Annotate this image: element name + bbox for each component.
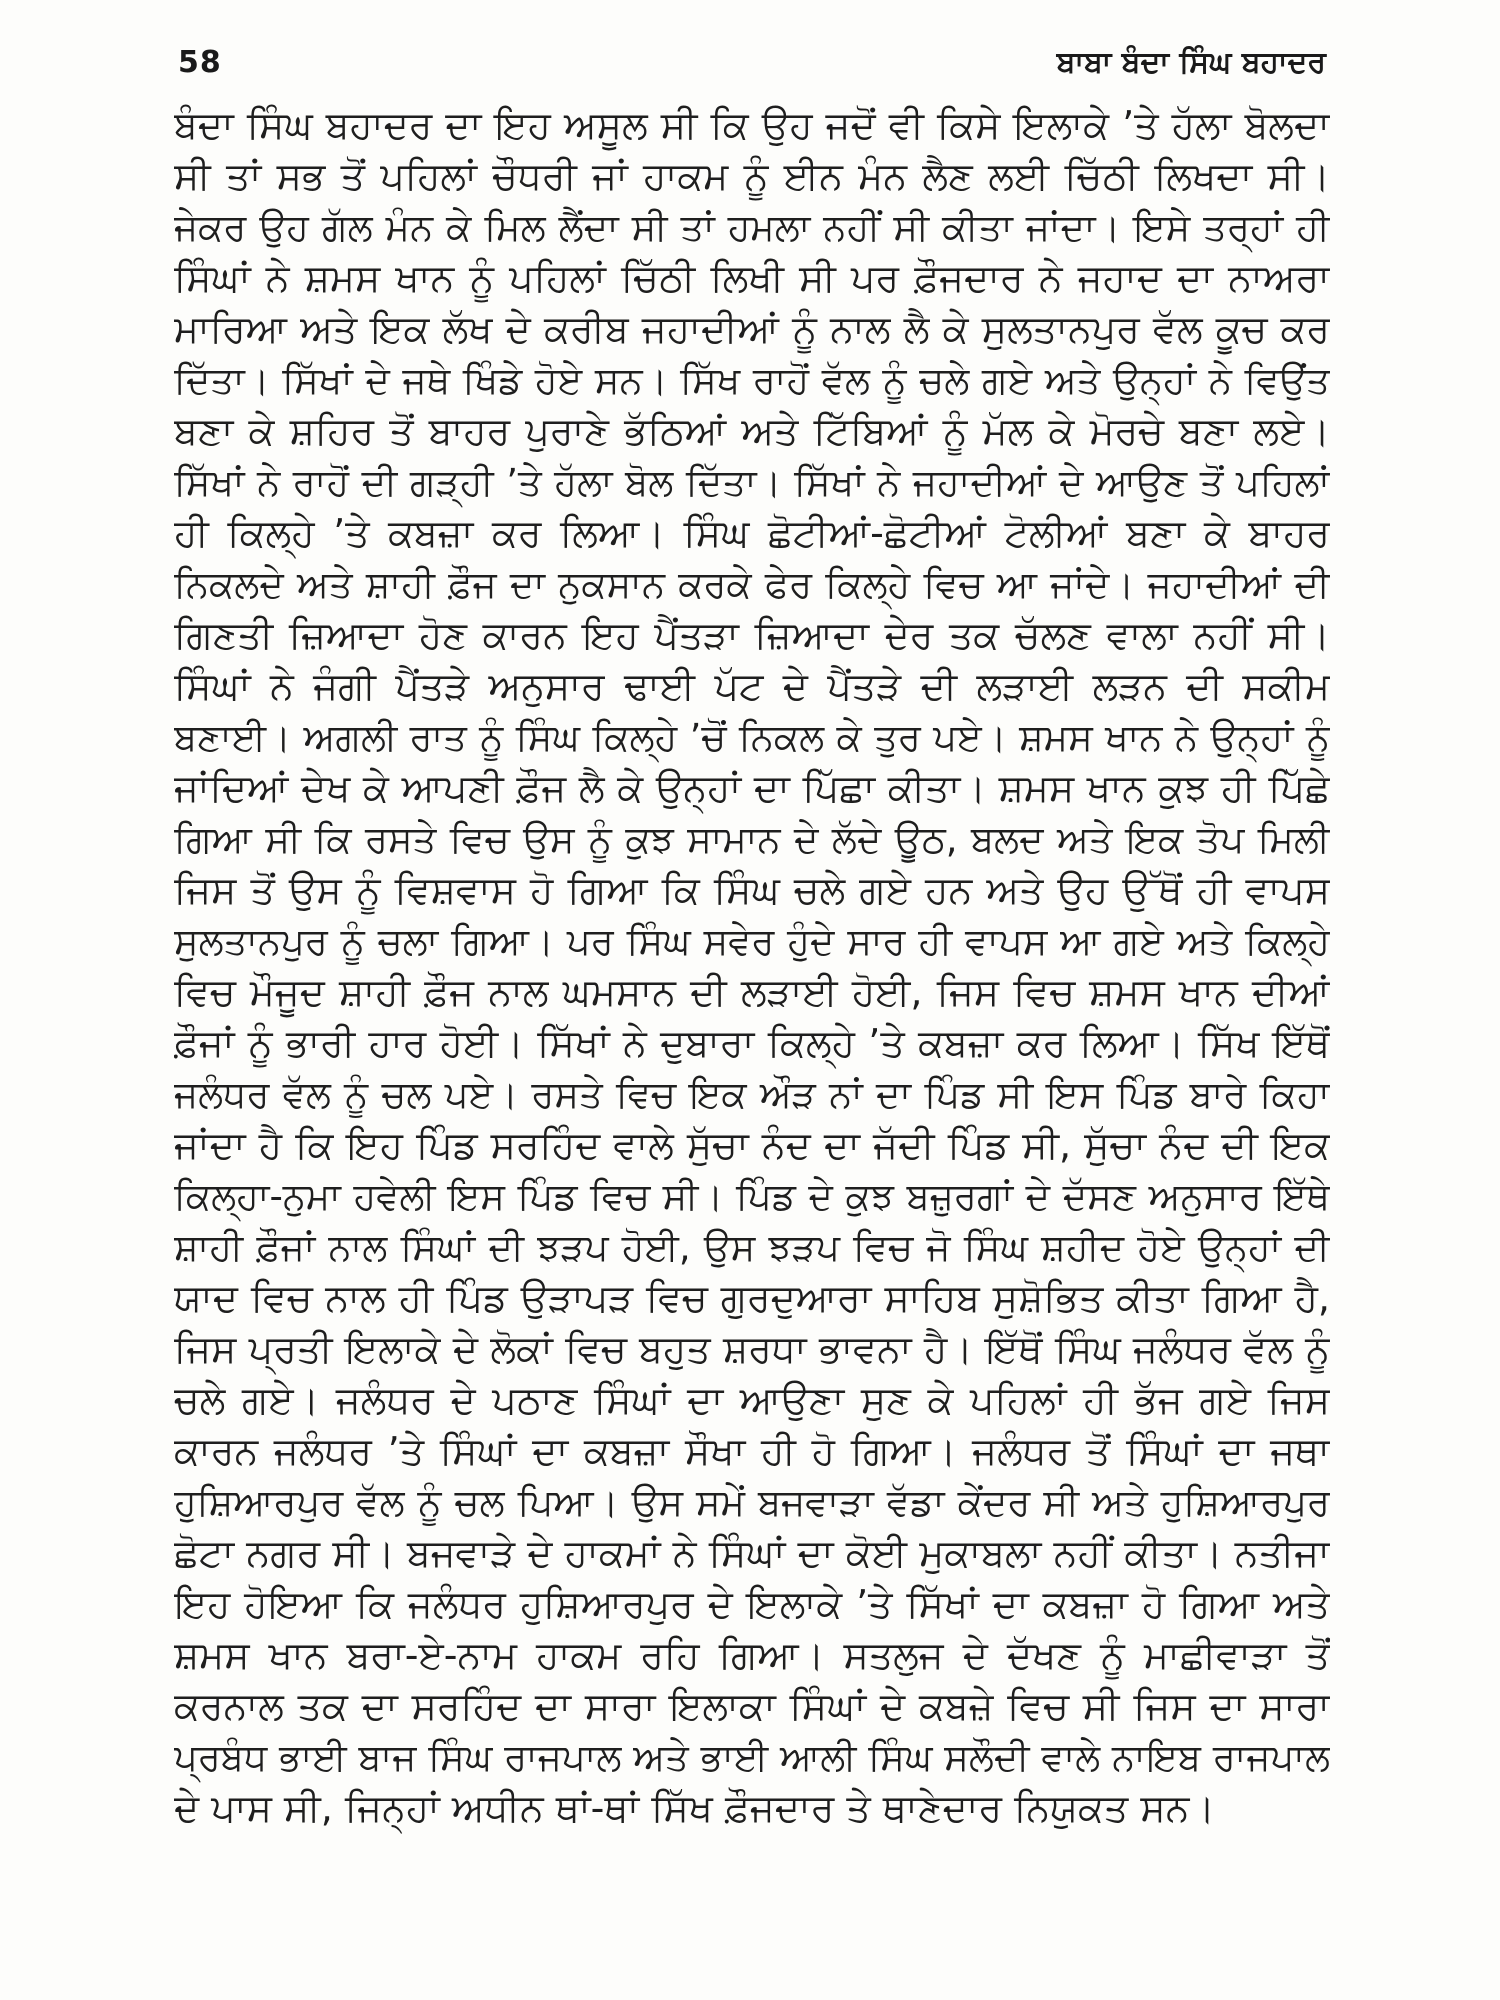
text-line: ਛੋਟਾ ਨਗਰ ਸੀ। ਬਜਵਾੜੇ ਦੇ ਹਾਕਮਾਂ ਨੇ ਸਿੰਘਾਂ ਦਾ ਕੋਈ ਮੁਕਾਬਲਾ ਨਹੀਂ ਕੀਤਾ। ਨਤੀਜਾ [174,1531,1330,1575]
text-line: ਦੇ ਪਾਸ ਸੀ, ਜਿਨ੍ਹਾਂ ਅਧੀਨ ਥਾਂ-ਥਾਂ ਸਿੱਖ ਫ਼ੌਜਦਾਰ ਤੇ ਥਾਣੇਦਾਰ ਨਿਯੁਕਤ ਸਨ। [174,1786,1215,1830]
text-line: ਸੁਲਤਾਨਪੁਰ ਨੂੰ ਚਲਾ ਗਿਆ। ਪਰ ਸਿੰਘ ਸਵੇਰ ਹੁੰਦੇ ਸਾਰ ਹੀ ਵਾਪਸ ਆ ਗਏ ਅਤੇ ਕਿਲ੍ਹੇ [174,920,1330,963]
text-line: ਵਿਚ ਮੌਜੂਦ ਸ਼ਾਹੀ ਫ਼ੌਜ ਨਾਲ ਘਮਸਾਨ ਦੀ ਲੜਾਈ ਹੋਈ, ਜਿਸ ਵਿਚ ਸ਼ਮਸ ਖਾਨ ਦੀਆਂ [174,970,1330,1014]
body-paragraph [174,100,1330,1834]
text-line: ਹੁਸ਼ਿਆਰਪੁਰ ਵੱਲ ਨੂੰ ਚਲ ਪਿਆ। ਉਸ ਸਮੇਂ ਬਜਵਾੜਾ ਵੱਡਾ ਕੇਂਦਰ ਸੀ ਅਤੇ ਹੁਸ਼ਿਆਰਪੁਰ [174,1481,1330,1524]
text-line: ਫ਼ੌਜਾਂ ਨੂੰ ਭਾਰੀ ਹਾਰ ਹੋਈ। ਸਿੱਖਾਂ ਨੇ ਦੁਬਾਰਾ ਕਿਲ੍ਹੇ ’ਤੇ ਕਬਜ਼ਾ ਕਰ ਲਿਆ। ਸਿੱਖ ਇੱਥੋਂ [174,1021,1330,1065]
text-line: ਬਣਾਈ। ਅਗਲੀ ਰਾਤ ਨੂੰ ਸਿੰਘ ਕਿਲ੍ਹੇ ’ਚੋਂ ਨਿਕਲ ਕੇ ਤੁਰ ਪਏ। ਸ਼ਮਸ ਖਾਨ ਨੇ ਉਨ੍ਹਾਂ ਨੂੰ [174,716,1330,759]
text-line: ਦਿੱਤਾ। ਸਿੱਖਾਂ ਦੇ ਜਥੇ ਖਿੰਡੇ ਹੋਏ ਸਨ। ਸਿੱਖ ਰਾਹੋਂ ਵੱਲ ਨੂੰ ਚਲੇ ਗਏ ਅਤੇ ਉਨ੍ਹਾਂ ਨੇ ਵਿਉਂਤ [174,359,1330,402]
page-header [178,32,1326,80]
text-line: ਬਣਾ ਕੇ ਸ਼ਹਿਰ ਤੋਂ ਬਾਹਰ ਪੁਰਾਣੇ ਭੱਠਿਆਂ ਅਤੇ ਟਿੱਬਿਆਂ ਨੂੰ ਮੱਲ ਕੇ ਮੋਰਚੇ ਬਣਾ ਲਏ। [174,409,1330,453]
text-line: ਮਾਰਿਆ ਅਤੇ ਇਕ ਲੱਖ ਦੇ ਕਰੀਬ ਜਹਾਦੀਆਂ ਨੂੰ ਨਾਲ ਲੈ ਕੇ ਸੁਲਤਾਨਪੁਰ ਵੱਲ ਕੂਚ ਕਰ [174,307,1330,351]
running-title: ਬਾਬਾ ਬੰਦਾ ਸਿੰਘ ਬਹਾਦਰ [1056,45,1326,80]
text-line: ਜਾਂਦਿਆਂ ਦੇਖ ਕੇ ਆਪਣੀ ਫ਼ੌਜ ਲੈ ਕੇ ਉਨ੍ਹਾਂ ਦਾ ਪਿੱਛਾ ਕੀਤਾ। ਸ਼ਮਸ ਖਾਨ ਕੁਝ ਹੀ ਪਿੱਛੇ [174,766,1330,810]
text-line: ਸ਼ਾਹੀ ਫ਼ੌਜਾਂ ਨਾਲ ਸਿੰਘਾਂ ਦੀ ਝੜਪ ਹੋਈ, ਉਸ ਝੜਪ ਵਿਚ ਜੋ ਸਿੰਘ ਸ਼ਹੀਦ ਹੋਏ ਉਨ੍ਹਾਂ ਦੀ [174,1226,1330,1269]
text-line: ਇਹ ਹੋਇਆ ਕਿ ਜਲੰਧਰ ਹੁਸ਼ਿਆਰਪੁਰ ਦੇ ਇਲਾਕੇ ’ਤੇ ਸਿੱਖਾਂ ਦਾ ਕਬਜ਼ਾ ਹੋ ਗਿਆ ਅਤੇ [174,1582,1330,1626]
text-line: ਸਿੰਘਾਂ ਨੇ ਜੰਗੀ ਪੈਂਤੜੇ ਅਨੁਸਾਰ ਢਾਈ ਪੱਟ ਦੇ ਪੈਂਤੜੇ ਦੀ ਲੜਾਈ ਲੜਨ ਦੀ ਸਕੀਮ [174,664,1330,708]
text-line: ਸਿੰਘਾਂ ਨੇ ਸ਼ਮਸ ਖਾਨ ਨੂੰ ਪਹਿਲਾਂ ਚਿੱਠੀ ਲਿਖੀ ਸੀ ਪਰ ਫ਼ੌਜਦਾਰ ਨੇ ਜਹਾਦ ਦਾ ਨਾਅਰਾ [174,256,1330,300]
text-line: ਗਿਆ ਸੀ ਕਿ ਰਸਤੇ ਵਿਚ ਉਸ ਨੂੰ ਕੁਝ ਸਾਮਾਨ ਦੇ ਲੱਦੇ ਊਠ, ਬਲਦ ਅਤੇ ਇਕ ਤੋਪ ਮਿਲੀ [174,818,1330,861]
text-line: ਹੀ ਕਿਲ੍ਹੇ ’ਤੇ ਕਬਜ਼ਾ ਕਰ ਲਿਆ। ਸਿੰਘ ਛੋਟੀਆਂ-ਛੋਟੀਆਂ ਟੋਲੀਆਂ ਬਣਾ ਕੇ ਬਾਹਰ [174,511,1330,555]
text-line: ਸਿੱਖਾਂ ਨੇ ਰਾਹੋਂ ਦੀ ਗੜ੍ਹੀ ’ਤੇ ਹੱਲਾ ਬੋਲ ਦਿੱਤਾ। ਸਿੱਖਾਂ ਨੇ ਜਹਾਦੀਆਂ ਦੇ ਆਉਣ ਤੋਂ ਪਹਿਲਾਂ [174,461,1330,504]
text-line: ਜਲੰਧਰ ਵੱਲ ਨੂੰ ਚਲ ਪਏ। ਰਸਤੇ ਵਿਚ ਇਕ ਔੜ ਨਾਂ ਦਾ ਪਿੰਡ ਸੀ ਇਸ ਪਿੰਡ ਬਾਰੇ ਕਿਹਾ [174,1073,1330,1116]
page-number: 58 [178,45,222,80]
text-line: ਸ਼ਮਸ ਖਾਨ ਬਰਾ-ਏ-ਨਾਮ ਹਾਕਮ ਰਹਿ ਗਿਆ। ਸਤਲੁਜ ਦੇ ਦੱਖਣ ਨੂੰ ਮਾਛੀਵਾੜਾ ਤੋਂ [174,1633,1330,1677]
text-line: ਜਿਸ ਪ੍ਰਤੀ ਇਲਾਕੇ ਦੇ ਲੋਕਾਂ ਵਿਚ ਬਹੁਤ ਸ਼ਰਧਾ ਭਾਵਨਾ ਹੈ। ਇੱਥੋਂ ਸਿੰਘ ਜਲੰਧਰ ਵੱਲ ਨੂੰ [174,1327,1330,1371]
text-line: ਕਰਨਾਲ ਤਕ ਦਾ ਸਰਹਿੰਦ ਦਾ ਸਾਰਾ ਇਲਾਕਾ ਸਿੰਘਾਂ ਦੇ ਕਬਜ਼ੇ ਵਿਚ ਸੀ ਜਿਸ ਦਾ ਸਾਰਾ [174,1684,1330,1728]
text-line: ਨਿਕਲਦੇ ਅਤੇ ਸ਼ਾਹੀ ਫ਼ੌਜ ਦਾ ਨੁਕਸਾਨ ਕਰਕੇ ਫੇਰ ਕਿਲ੍ਹੇ ਵਿਚ ਆ ਜਾਂਦੇ। ਜਹਾਦੀਆਂ ਦੀ [174,563,1330,606]
text-line: ਕਾਰਨ ਜਲੰਧਰ ’ਤੇ ਸਿੰਘਾਂ ਦਾ ਕਬਜ਼ਾ ਸੌਖਾ ਹੀ ਹੋ ਗਿਆ। ਜਲੰਧਰ ਤੋਂ ਸਿੰਘਾਂ ਦਾ ਜਥਾ [174,1429,1330,1473]
text-line: ਜੇਕਰ ਉਹ ਗੱਲ ਮੰਨ ਕੇ ਮਿਲ ਲੈਂਦਾ ਸੀ ਤਾਂ ਹਮਲਾ ਨਹੀਂ ਸੀ ਕੀਤਾ ਜਾਂਦਾ। ਇਸੇ ਤਰ੍ਹਾਂ ਹੀ [174,206,1330,249]
text-line: ਕਿਲ੍ਹਾ-ਨੁਮਾ ਹਵੇਲੀ ਇਸ ਪਿੰਡ ਵਿਚ ਸੀ। ਪਿੰਡ ਦੇ ਕੁਝ ਬਜ਼ੁਰਗਾਂ ਦੇ ਦੱਸਣ ਅਨੁਸਾਰ ਇੱਥੇ [174,1175,1330,1218]
text-line: ਜਾਂਦਾ ਹੈ ਕਿ ਇਹ ਪਿੰਡ ਸਰਹਿੰਦ ਵਾਲੇ ਸੁੱਚਾ ਨੰਦ ਦਾ ਜੱਦੀ ਪਿੰਡ ਸੀ, ਸੁੱਚਾ ਨੰਦ ਦੀ ਇਕ [174,1123,1330,1167]
text-line: ਗਿਣਤੀ ਜ਼ਿਆਦਾ ਹੋਣ ਕਾਰਨ ਇਹ ਪੈਂਤੜਾ ਜ਼ਿਆਦਾ ਦੇਰ ਤਕ ਚੱਲਣ ਵਾਲਾ ਨਹੀਂ ਸੀ। [174,613,1330,657]
text-line: ਸੀ ਤਾਂ ਸਭ ਤੋਂ ਪਹਿਲਾਂ ਚੌਧਰੀ ਜਾਂ ਹਾਕਮ ਨੂੰ ਈਨ ਮੰਨ ਲੈਣ ਲਈ ਚਿੱਠੀ ਲਿਖਦਾ ਸੀ। [174,154,1330,198]
text-line: ਚਲੇ ਗਏ। ਜਲੰਧਰ ਦੇ ਪਠਾਣ ਸਿੰਘਾਂ ਦਾ ਆਉਣਾ ਸੁਣ ਕੇ ਪਹਿਲਾਂ ਹੀ ਭੱਜ ਗਏ ਜਿਸ [174,1378,1330,1422]
text-line: ਬੰਦਾ ਸਿੰਘ ਬਹਾਦਰ ਦਾ ਇਹ ਅਸੂਲ ਸੀ ਕਿ ਉਹ ਜਦੋਂ ਵੀ ਕਿਸੇ ਇਲਾਕੇ ’ਤੇ ਹੱਲਾ ਬੋਲਦਾ [174,103,1330,147]
text-line: ਜਿਸ ਤੋਂ ਉਸ ਨੂੰ ਵਿਸ਼ਵਾਸ ਹੋ ਗਿਆ ਕਿ ਸਿੰਘ ਚਲੇ ਗਏ ਹਨ ਅਤੇ ਉਹ ਉੱਥੋਂ ਹੀ ਵਾਪਸ [174,868,1330,912]
text-line: ਯਾਦ ਵਿਚ ਨਾਲ ਹੀ ਪਿੰਡ ਉੜਾਪੜ ਵਿਚ ਗੁਰਦੁਆਰਾ ਸਾਹਿਬ ਸੁਸ਼ੋਭਿਤ ਕੀਤਾ ਗਿਆ ਹੈ, [174,1276,1330,1320]
text-line: ਪ੍ਰਬੰਧ ਭਾਈ ਬਾਜ ਸਿੰਘ ਰਾਜਪਾਲ ਅਤੇ ਭਾਈ ਆਲੀ ਸਿੰਘ ਸਲੌਦੀ ਵਾਲੇ ਨਾਇਬ ਰਾਜਪਾਲ [174,1736,1330,1779]
